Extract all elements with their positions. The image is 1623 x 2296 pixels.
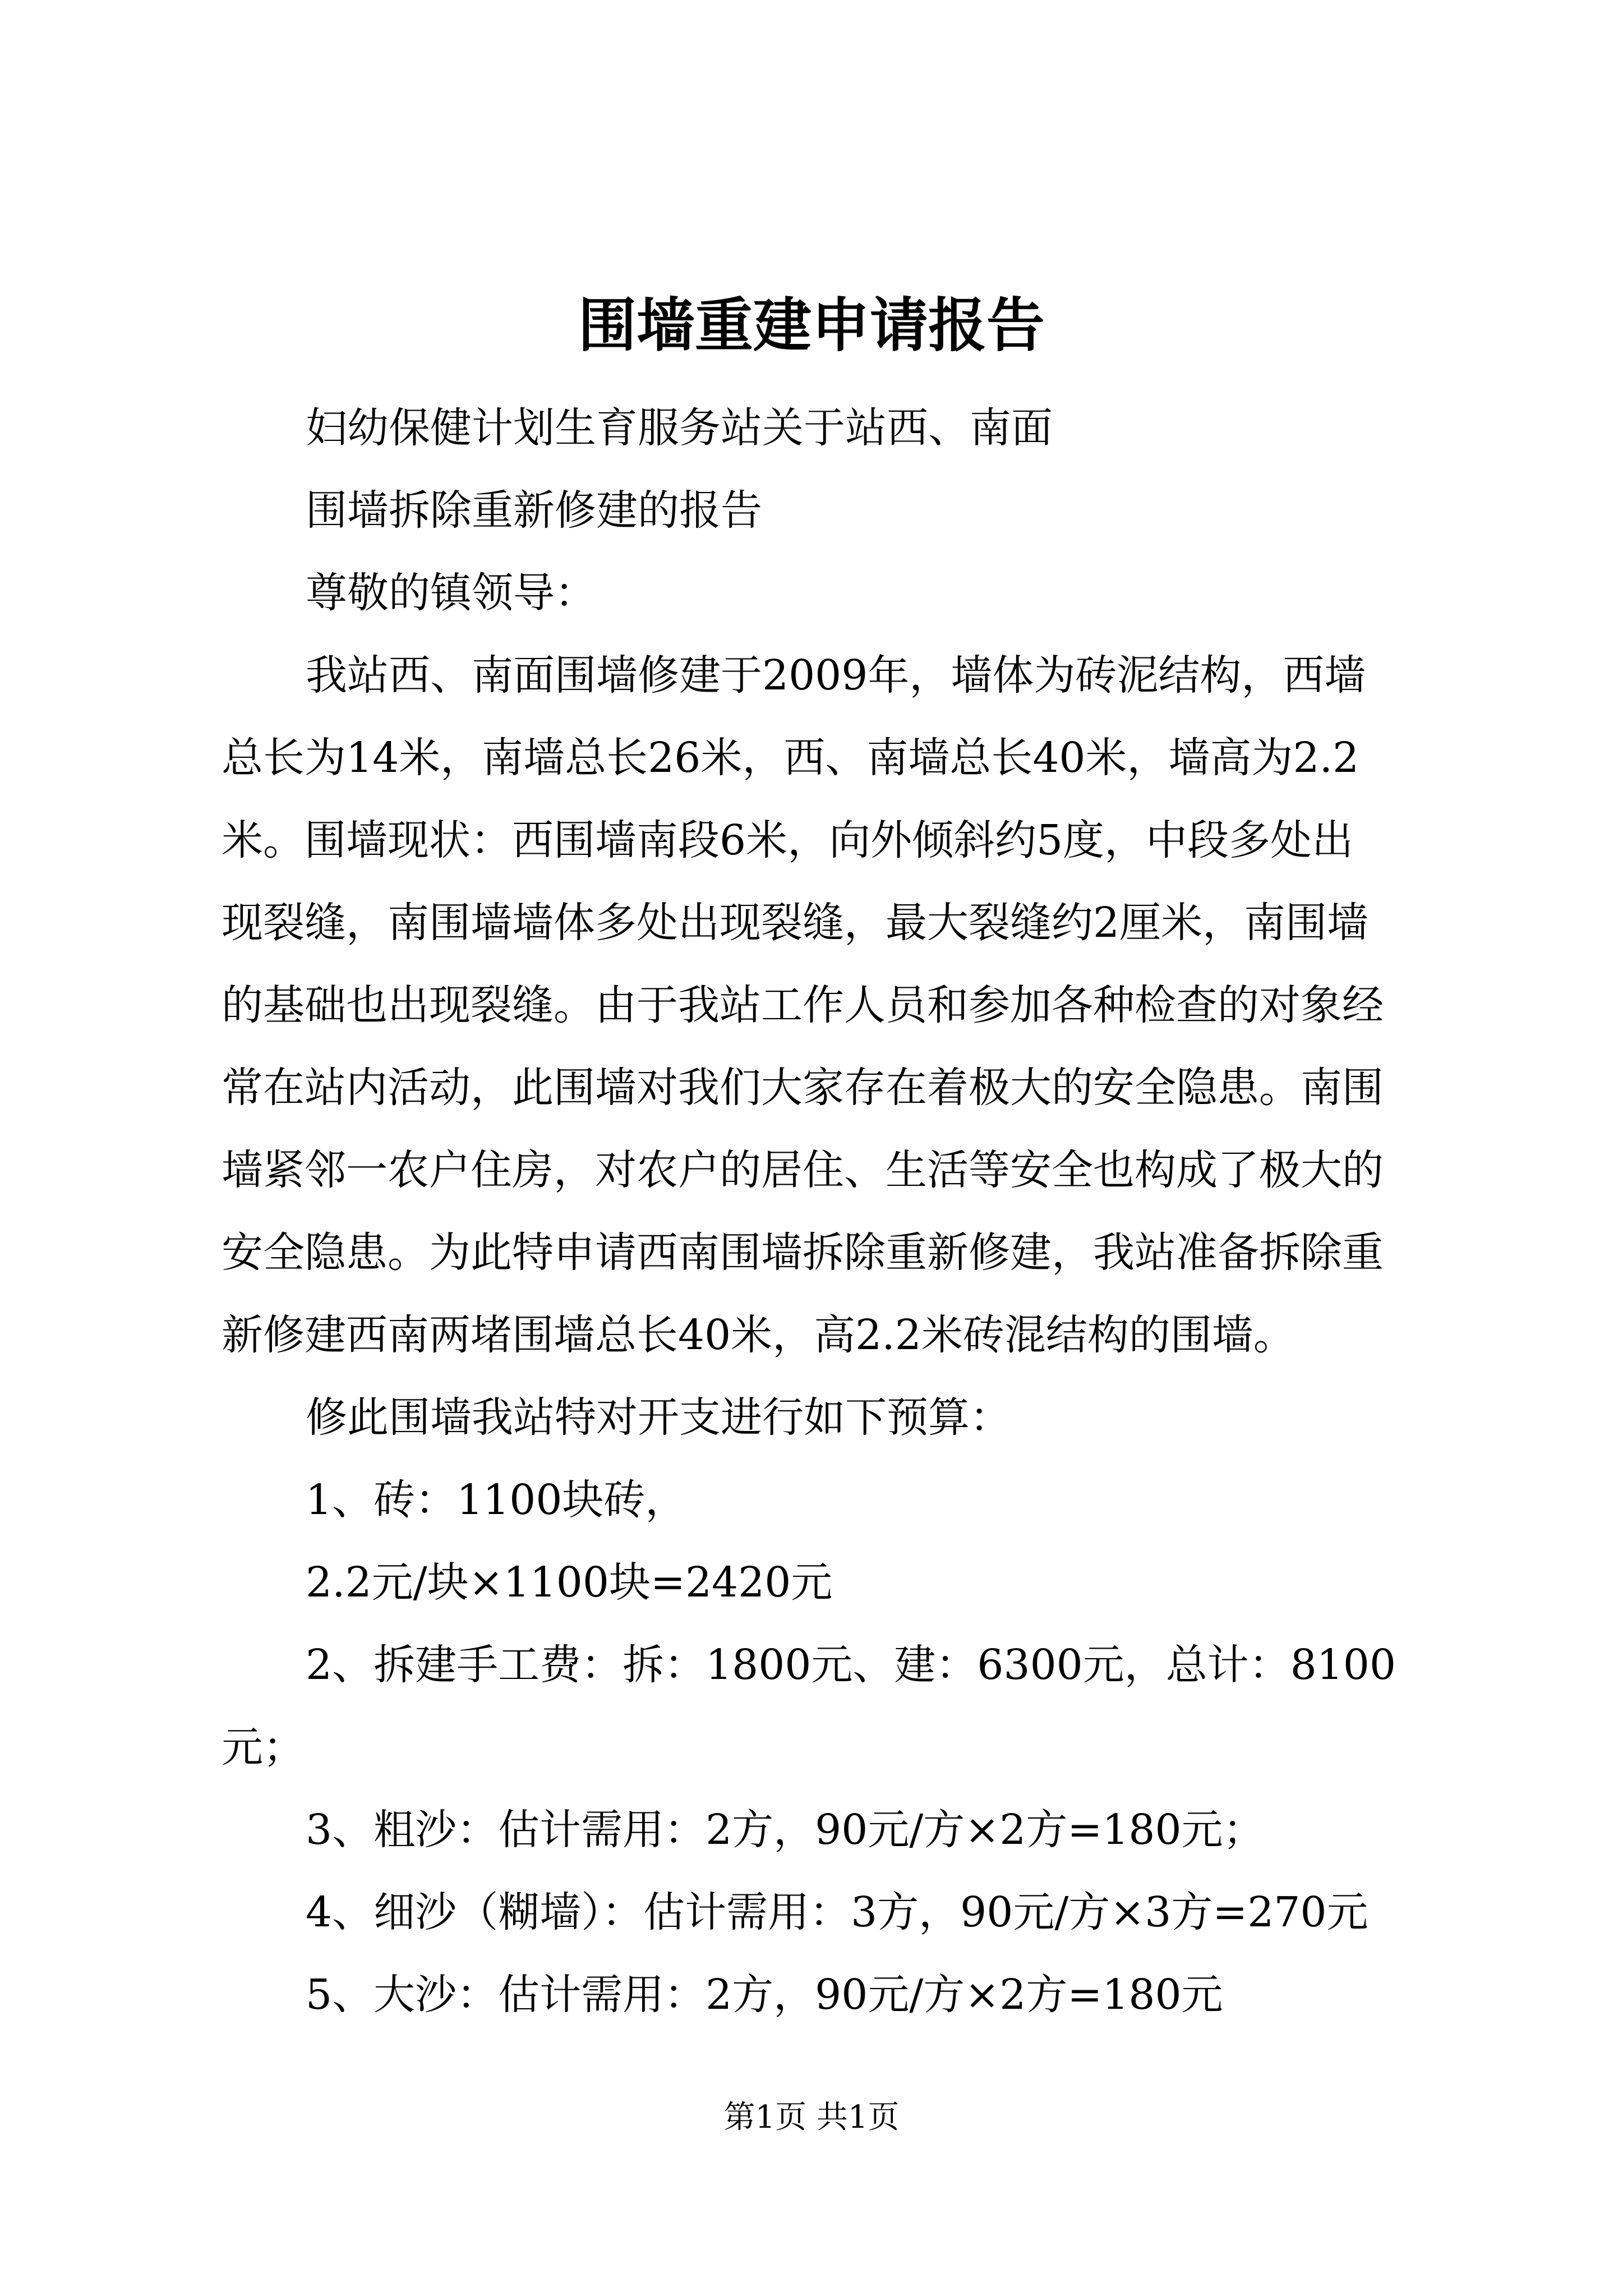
budget-item: 2.2元/块×1100块=2420元: [306, 1558, 833, 1607]
document-title: 围墙重建申请报告: [578, 291, 1045, 360]
heading-line-1: 妇幼保健计划生育服务站关于站西、南面: [306, 404, 1053, 452]
budget-item: 2、拆建手工费：拆：1800元、建：6300元，总计：8100: [306, 1641, 1396, 1689]
budget-item: 1、砖：1100块砖，: [306, 1476, 687, 1524]
page-footer: 第1页 共1页: [723, 2099, 900, 2136]
body-line: 安全隐患。为此特申请西南围墙拆除重新修建，我站准备拆除重: [222, 1228, 1384, 1277]
body-line: 我站西、南面围墙修建于2009年，墙体为砖泥结构，西墙: [306, 651, 1366, 700]
body-line: 的基础也出现裂缝。由于我站工作人员和参加各种检查的对象经: [222, 981, 1384, 1029]
budget-item: 3、粗沙：估计需用：2方，90元/方×2方=180元；: [306, 1806, 1265, 1854]
body-line: 墙紧邻一农户住房，对农户的居住、生活等安全也构成了极大的: [222, 1146, 1384, 1194]
heading-line-2: 围墙拆除重新修建的报告: [306, 486, 762, 535]
body-line: 新修建西南两堵围墙总长40米，高2.2米砖混结构的围墙。: [222, 1311, 1295, 1359]
body-line: 常在站内活动，此围墙对我们大家存在着极大的安全隐患。南围: [222, 1064, 1384, 1112]
budget-item-continued: 元；: [222, 1723, 305, 1772]
document-body: [222, 387, 1449, 2036]
body-line: 现裂缝，南围墙墙体多处出现裂缝，最大裂缝约2厘米，南围墙: [222, 899, 1369, 947]
budget-intro: 修此围墙我站特对开支进行如下预算：: [306, 1393, 1011, 1442]
salutation: 尊敬的镇领导：: [306, 569, 596, 617]
body-line: 总长为14米，南墙总长26米，西、南墙总长40米，墙高为2.2: [222, 734, 1359, 782]
budget-item: 4、细沙（糊墙）：估计需用：3方，90元/方×3方=270元: [306, 1888, 1368, 1936]
body-line: 米。围墙现状：西围墙南段6米，向外倾斜约5度，中段多处出: [222, 816, 1354, 864]
budget-item: 5、大沙：估计需用：2方，90元/方×2方=180元: [306, 1971, 1223, 2019]
